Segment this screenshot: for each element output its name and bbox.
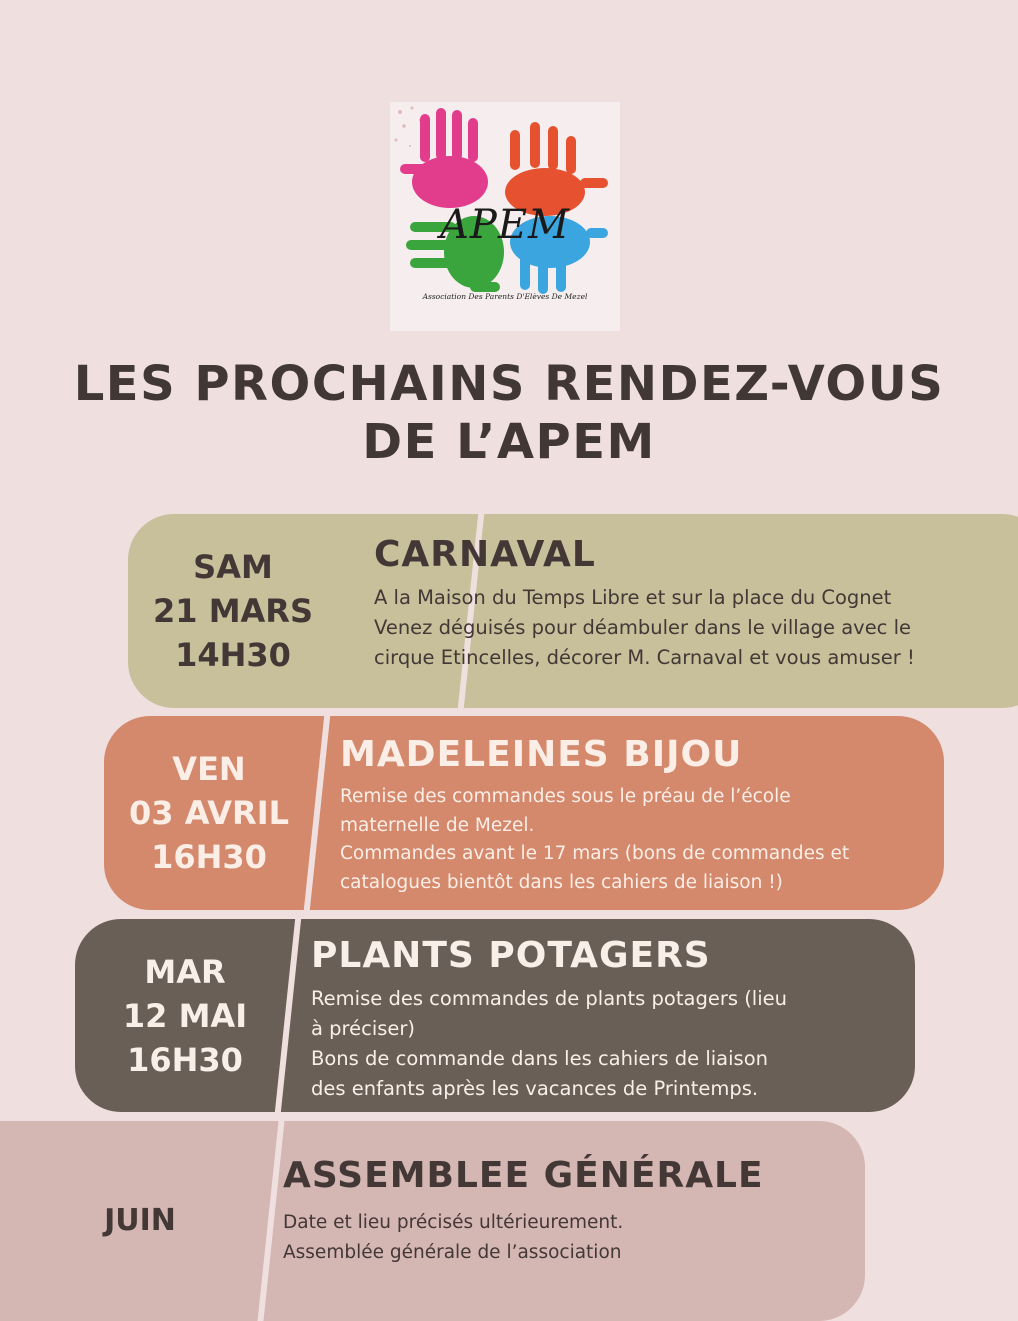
description-line: Remise des commandes de plants potagers (lieu <box>311 987 787 1010</box>
event-card-plants <box>75 919 915 1112</box>
description-line: Date et lieu précisés ultérieurement. <box>283 1212 624 1233</box>
event-card-carnaval <box>128 514 1018 708</box>
description-line: à préciser) <box>311 1017 416 1040</box>
description-line: Assemblée générale de l’association <box>283 1242 622 1263</box>
event-card-madeleines <box>104 716 944 910</box>
description-line: cirque Etincelles, décorer M. Carnaval et vous amuser ! <box>374 646 915 669</box>
event-heading: ASSEMBLEE GÉNÉRALE <box>283 1155 764 1196</box>
event-description <box>283 1208 764 1268</box>
event-time: 16H30 <box>151 838 267 876</box>
event-month: JUIN <box>104 1203 176 1238</box>
description-line: A la Maison du Temps Libre et sur la place du Cognet <box>374 586 892 609</box>
event-heading: MADELEINES BIJOU <box>340 734 743 775</box>
event-day: SAM <box>193 548 273 586</box>
event-content <box>340 716 849 910</box>
event-description <box>311 984 787 1104</box>
event-time: 14H30 <box>175 636 291 674</box>
event-date <box>75 919 295 1112</box>
event-content <box>374 514 915 708</box>
event-date <box>128 514 338 708</box>
title-line-1: LES PROCHAINS RENDEZ-VOUS <box>73 356 945 412</box>
event-day-month: 21 MARS <box>153 592 313 630</box>
logo-name: APEM <box>440 202 570 248</box>
event-heading: PLANTS POTAGERS <box>311 935 711 976</box>
event-description <box>374 583 915 673</box>
event-day: VEN <box>172 750 246 788</box>
title-line-2: DE L’APEM <box>362 414 656 470</box>
event-content <box>283 1121 764 1321</box>
description-line: Commandes avant le 17 mars (bons de commandes et <box>340 843 850 864</box>
page-title <box>0 355 1018 471</box>
event-date <box>104 716 314 910</box>
event-day-month: 03 AVRIL <box>129 794 289 832</box>
event-day-month: 12 MAI <box>122 996 248 1035</box>
pink-hand <box>400 108 488 208</box>
description-line: Remise des commandes sous le préau de l’école <box>340 786 791 807</box>
description-line: catalogues bientôt dans les cahiers de liaison !) <box>340 871 783 893</box>
event-day: MAR <box>144 952 226 991</box>
description-line: maternelle de Mezel. <box>340 814 535 836</box>
description-line: des enfants après les vacances de Printemps. <box>311 1077 759 1100</box>
event-description <box>340 783 849 897</box>
apem-logo <box>390 102 620 331</box>
description-line: Venez déguisés pour déambuler dans le village avec le <box>374 616 912 639</box>
logo-subtitle: Association Des Parents D'Elèves De Mezel <box>422 292 588 301</box>
event-card-assemblee <box>0 1121 865 1321</box>
event-heading: CARNAVAL <box>374 534 596 575</box>
description-line: Bons de commande dans les cahiers de liaison <box>311 1047 768 1070</box>
event-content <box>311 919 787 1112</box>
event-time: 16H30 <box>127 1040 243 1079</box>
